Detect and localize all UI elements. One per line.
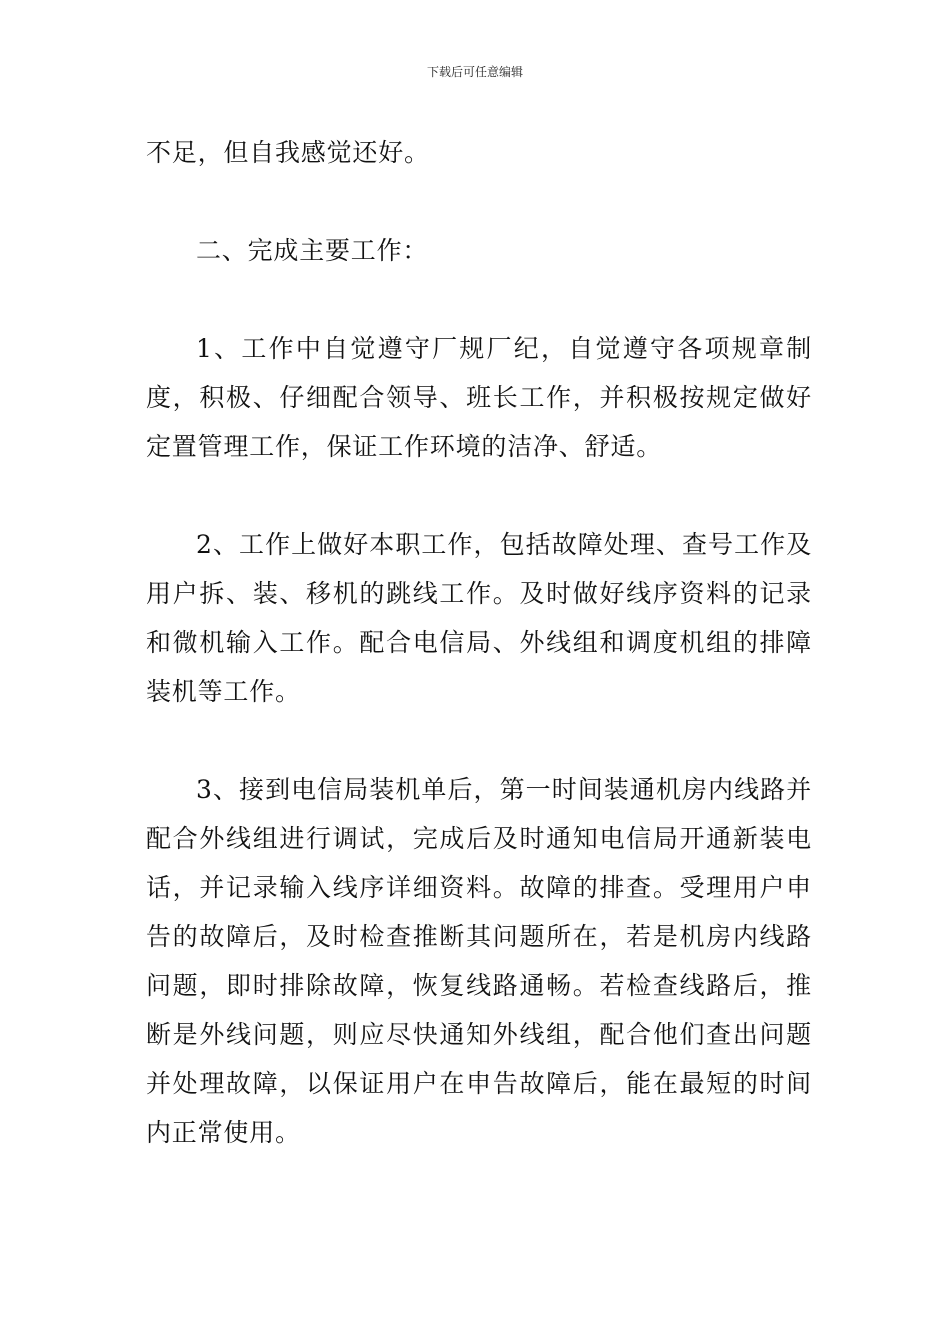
paragraph-gap (146, 716, 812, 765)
paragraph-gap (146, 177, 812, 226)
paragraph-item-1: 1、工作中自觉遵守厂规厂纪，自觉遵守各项规章制度，积极、仔细配合领导、班长工作，并积极按规定做好定置管理工作，保证工作环境的洁净、舒适。 (146, 334, 812, 461)
section-heading: 二、完成主要工作： (196, 236, 429, 265)
page-header: 下载后可任意编辑 (426, 65, 523, 79)
paragraph-gap (146, 471, 812, 520)
paragraph-item-2: 2、工作上做好本职工作，包括故障处理、查号工作及用户拆、装、移机的跳线工作。及时做好线序资料的记录和微机输入工作。配合电信局、外线组和调度机组的排障装机等工作。 (146, 530, 812, 706)
paragraph-continuation: 不足，但自我感觉还好。 (146, 138, 430, 167)
document-body (146, 128, 812, 1157)
paragraph-gap (146, 275, 812, 324)
paragraph-item-3: 3、接到电信局装机单后，第一时间装通机房内线路并配合外线组进行调试，完成后及时通知电信局开通新装电话，并记录输入线序详细资料。故障的排查。受理用户申告的故障后，及时检查推断其问题所在，若是机房内线路问题，即时排除故障，恢复线路通畅。若检查线路后，推断是外线问题，则应尽快通知外线组，配合他们查出问题并处理故障，以保证用户在申告故障后，能在最短的时间内正常使用。 (146, 775, 812, 1147)
